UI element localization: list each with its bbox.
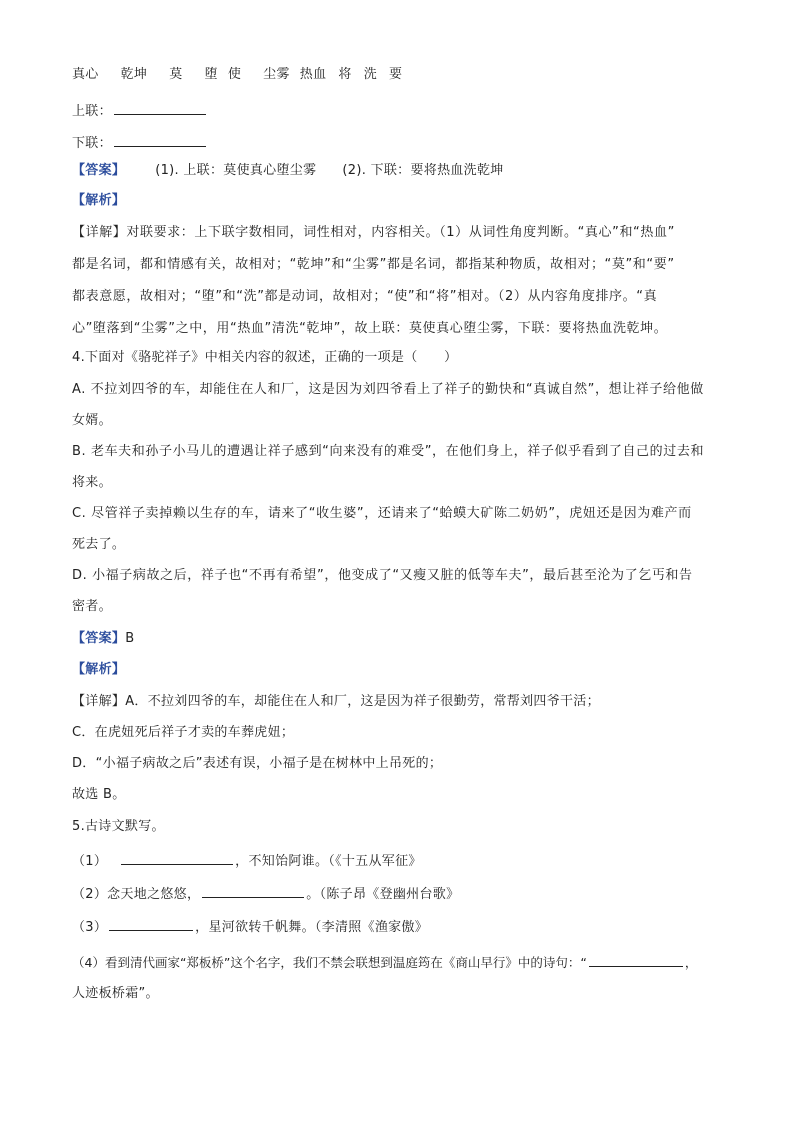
detail-text: 对联要求：上下联字数相同，词性相对，内容相关。（1）从词性角度判断。“真心”和“热血” (126, 225, 675, 240)
q5-stem: 5.古诗文默写。 (72, 819, 165, 834)
item-text: ，不知饴阿谁。（《十五从军征》 (235, 854, 422, 869)
answer-value: B (125, 631, 135, 646)
poem-blank-4[interactable] (589, 952, 683, 967)
q4-option-c-line-1: C. 尽管祥子卖掉赖以生存的车，请来了“收生婆”，还请来了“蛤蟆大矿陈二奶奶”，虎妞还是因为难产而 (72, 506, 692, 521)
word-5: 使 (227, 67, 242, 82)
upper-label: 上联： (72, 104, 112, 119)
upper-blank[interactable] (114, 100, 206, 115)
q5-item-4-line-2: 人迹板桥霜”。 (72, 986, 159, 1001)
analysis-tag: 【解析】 (72, 193, 126, 208)
q4-option-b-line-2: 将来。 (72, 475, 112, 490)
word-10: 要 (389, 67, 403, 82)
word-7: 热血 (299, 67, 327, 82)
lower-blank[interactable] (114, 132, 206, 147)
q4-option-a-line-2: 女婿。 (72, 413, 112, 428)
detail-text: A．不拉刘四爷的车，却能住在人和厂，这是因为祥子很勤劳，常帮刘四爷干活； (125, 694, 600, 709)
q3-detail-line-4: 心”堕落到“尘雾”之中，用“热血”清洗“乾坤”，故上联：莫使真心堕尘雾，下联：要将热血洗乾坤。 (72, 321, 668, 336)
lower-couplet-line (72, 132, 208, 153)
poem-blank-3[interactable] (109, 916, 193, 931)
q4-option-a-line-1: A. 不拉刘四爷的车，却能住在人和厂，这是因为刘四爷看上了祥子的勤快和“真诚自然”，想让祥子给他做 (72, 382, 704, 397)
detail-tag: 【详解】 (72, 694, 126, 709)
q4-detail-line-3: D．“小福子病故之后”表述有误，小福子是在树林中上吊死的； (72, 756, 443, 771)
q4-analysis-line (72, 661, 125, 679)
q5-item-1 (72, 850, 422, 871)
q5-item-4-line-1 (72, 952, 697, 972)
word-3: 莫 (169, 67, 183, 82)
item-number: （1） (72, 854, 108, 869)
word-6: 尘雾 (263, 67, 290, 82)
q4-stem: 4.下面对《骆驼祥子》中相关内容的叙述，正确的一项是（ ） (72, 350, 458, 365)
q4-option-d-line-1: D. 小福子病故之后，祥子也“不再有希望”，他变成了“又瘦又脏的低等车夫”，最后甚至沦为了乞丐和告 (72, 568, 693, 583)
lower-label: 下联： (72, 136, 112, 151)
q4-option-d-line-2: 密者。 (72, 599, 112, 614)
q4-detail-line-1 (72, 693, 600, 711)
q4-option-b-line-1: B. 老车夫和孙子小马儿的遭遇让祥子感到“向来没有的难受”，在他们身上，祥子似乎看到了自己的过去和 (72, 444, 705, 459)
q5-item-2 (72, 883, 459, 904)
answer-2: (2). 下联：要将热血洗乾坤 (342, 163, 504, 178)
q3-detail-line-2: 都是名词，都和情感有关，故相对；“乾坤”和“尘雾”都是名词，都指某种物质，故相对；“莫”和“要” (72, 257, 675, 272)
q3-detail-line-3: 都表意愿，故相对；“堕”和“洗”都是动词，故相对；“使”和“将”相对。（2）从内容角度排序。“真 (72, 289, 658, 304)
q4-answer-line (72, 630, 134, 648)
word-2: 乾坤 (120, 67, 148, 82)
q4-option-c-line-2: 死去了。 (72, 537, 126, 552)
q3-answer-line (72, 162, 504, 180)
word-1: 真心 (72, 67, 99, 82)
poem-blank-2[interactable] (202, 883, 304, 898)
answer-tag: 【答案】 (72, 163, 126, 178)
q4-detail-line-4: 故选 B。 (72, 787, 126, 802)
item-suffix: 。（陈子昂《登幽州台歌》 (306, 887, 460, 902)
word-9: 洗 (363, 67, 377, 82)
word-8: 将 (338, 67, 352, 82)
q5-item-3 (72, 916, 428, 937)
item-text: ，星河欲转千帆舞。（李清照《渔家傲》 (195, 920, 429, 935)
analysis-tag: 【解析】 (72, 662, 126, 677)
detail-tag: 【详解】 (72, 225, 127, 240)
item-suffix: ， (684, 955, 698, 970)
item-number: （3） (72, 920, 108, 935)
answer-tag: 【答案】 (72, 631, 126, 646)
word-4: 堕 (204, 67, 218, 82)
q4-detail-line-2: C．在虎妞死后祥子才卖的车葬虎妞； (72, 725, 295, 740)
answer-1: (1). 上联：莫使真心堕尘雾 (155, 163, 317, 178)
upper-couplet-line (72, 100, 208, 121)
word-list (72, 66, 402, 84)
q3-analysis-line (72, 192, 125, 210)
item-prefix: （4）看到清代画家“郑板桥”这个名字，我们不禁会联想到温庭筠在《商山早行》中的诗句：“ (72, 955, 587, 970)
q3-detail-line-1 (72, 224, 675, 242)
item-prefix: （2）念天地之悠悠， (72, 887, 201, 902)
poem-blank-1[interactable] (121, 850, 233, 865)
